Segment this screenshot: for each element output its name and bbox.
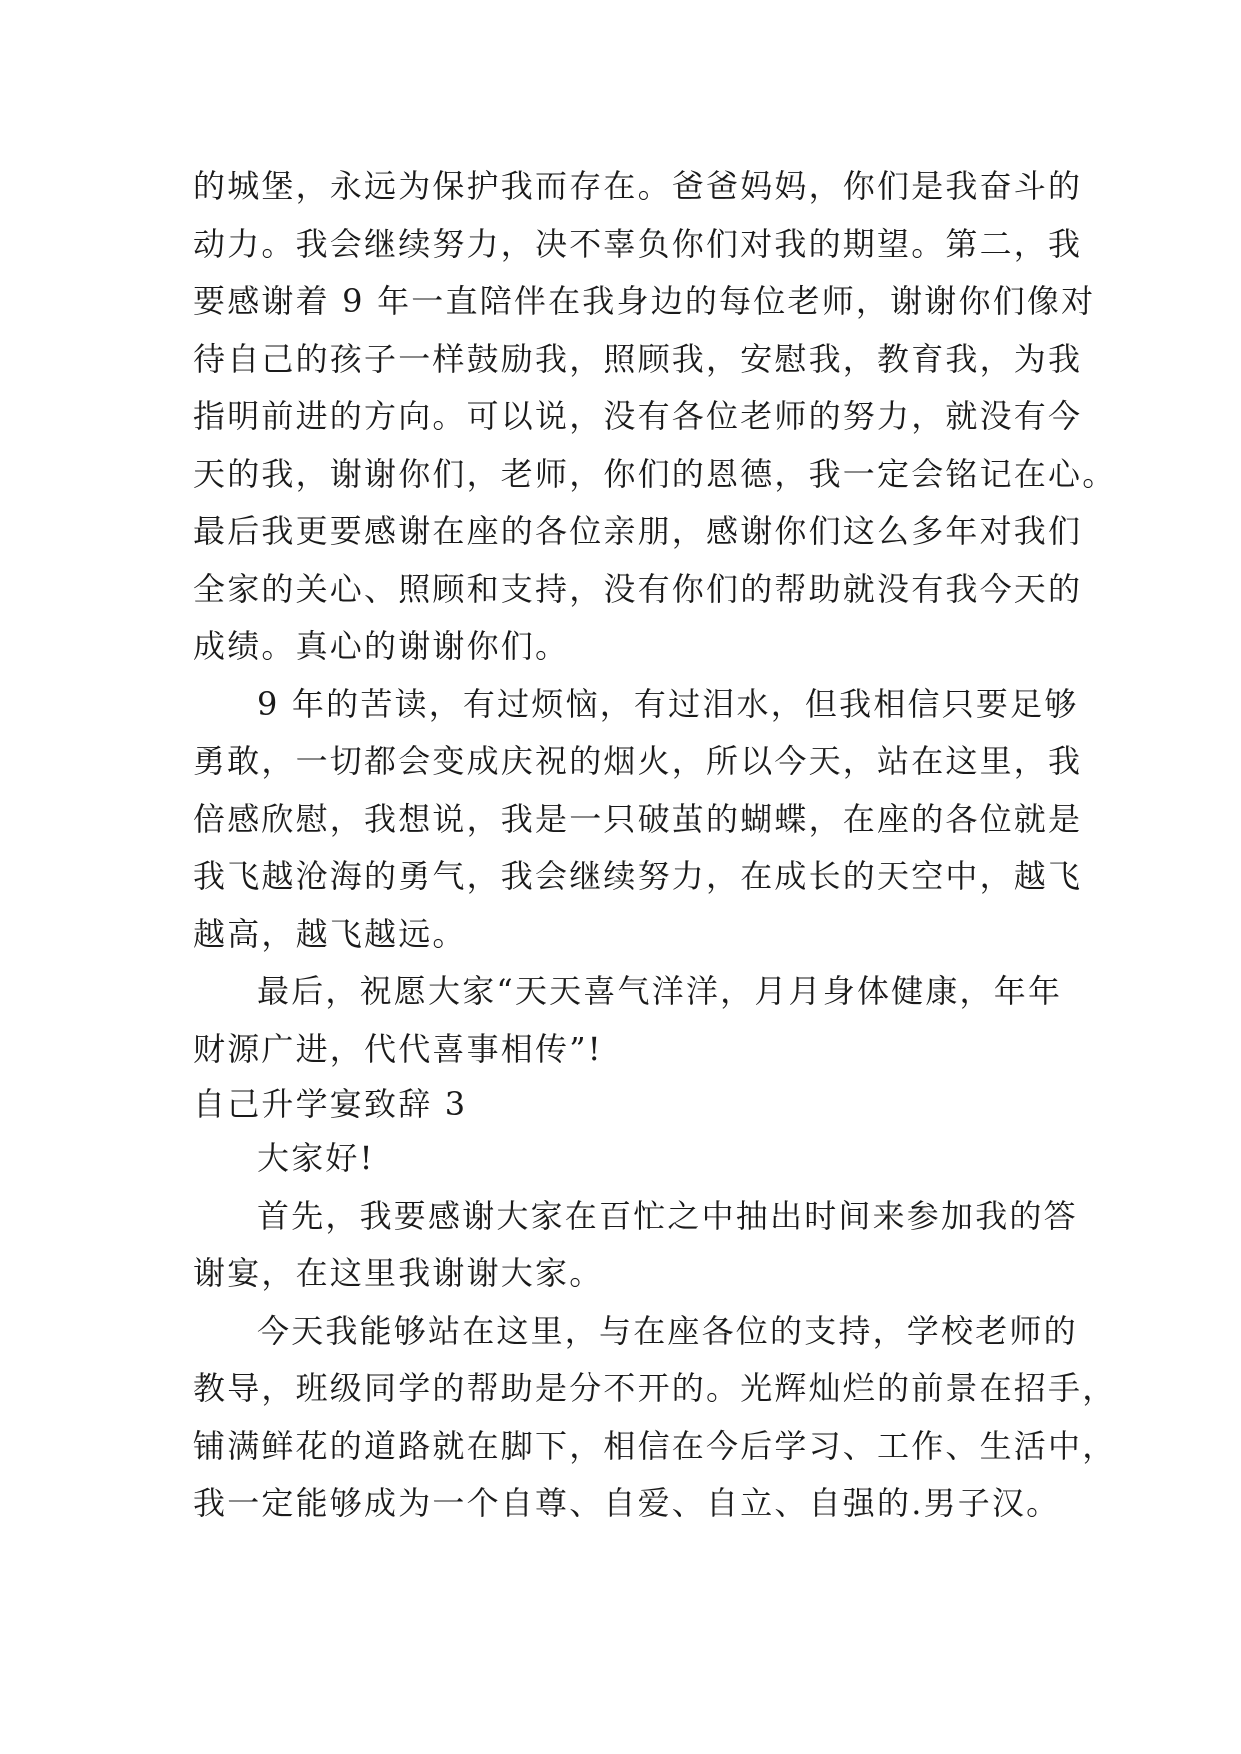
text-line: 今天我能够站在这里，与在座各位的支持，学校老师的 [257, 1311, 1078, 1350]
text-line: 首先，我要感谢大家在百忙之中抽出时间来参加我的答 [257, 1196, 1078, 1235]
text-line: 越高，越飞越远。 [193, 914, 467, 953]
text-line: 指明前进的方向。可以说，没有各位老师的努力，就没有今 [193, 397, 1083, 435]
text-line: 谢宴，在这里我谢谢大家。 [193, 1254, 604, 1292]
section-heading: 自己升学宴致辞 3 [193, 1085, 468, 1123]
text-line: 的城堡，永远为保护我而存在。爸爸妈妈，你们是我奋斗的 [193, 167, 1083, 205]
document-body [193, 158, 1117, 1533]
text-line: 动力。我会继续努力，决不辜负你们对我的期望。第二，我 [193, 224, 1083, 263]
greeting: 大家好! [257, 1139, 375, 1177]
text-line: 勇敢，一切都会变成庆祝的烟火，所以今天，站在这里，我 [193, 742, 1083, 780]
text-line: 待自己的孩子一样鼓励我，照顾我，安慰我，教育我，为我 [193, 339, 1083, 378]
text-line: 要感谢着 9 年一直陪伴在我身边的每位老师，谢谢你们像对 [193, 282, 1096, 320]
text-line: 全家的关心、照顾和支持，没有你们的帮助就没有我今天的 [193, 569, 1083, 608]
text-line: 教导，班级同学的帮助是分不开的。光辉灿烂的前景在招手， [193, 1369, 1117, 1407]
paragraph [193, 158, 1117, 676]
paragraph [193, 963, 1063, 1078]
paragraph [193, 1188, 1078, 1303]
text-line: 我一定能够成为一个自尊、自爱、自立、自强的.男子汉。 [193, 1484, 1061, 1522]
paragraph [193, 676, 1083, 964]
text-line: 最后，祝愿大家“天天喜气洋洋，月月身体健康，年年 [257, 972, 1063, 1010]
text-line: 我飞越沧海的勇气，我会继续努力，在成长的天空中，越飞 [193, 857, 1083, 895]
text-line: 最后我更要感谢在座的各位亲朋，感谢你们这么多年对我们 [193, 512, 1083, 550]
text-line: 9 年的苦读，有过烦恼，有过泪水，但我相信只要足够 [257, 684, 1079, 723]
text-line: 倍感欣慰，我想说，我是一只破茧的蝴蝶，在座的各位就是 [193, 799, 1083, 838]
text-line: 铺满鲜花的道路就在脚下，相信在今后学习、工作、生活中， [193, 1426, 1117, 1465]
text-line: 天的我，谢谢你们，老师，你们的恩德，我一定会铭记在心。 [193, 454, 1117, 493]
text-line: 成绩。真心的谢谢你们。 [193, 627, 570, 665]
paragraph [193, 1303, 1117, 1533]
text-line: 财源广进，代代喜事相传”! [193, 1029, 603, 1068]
